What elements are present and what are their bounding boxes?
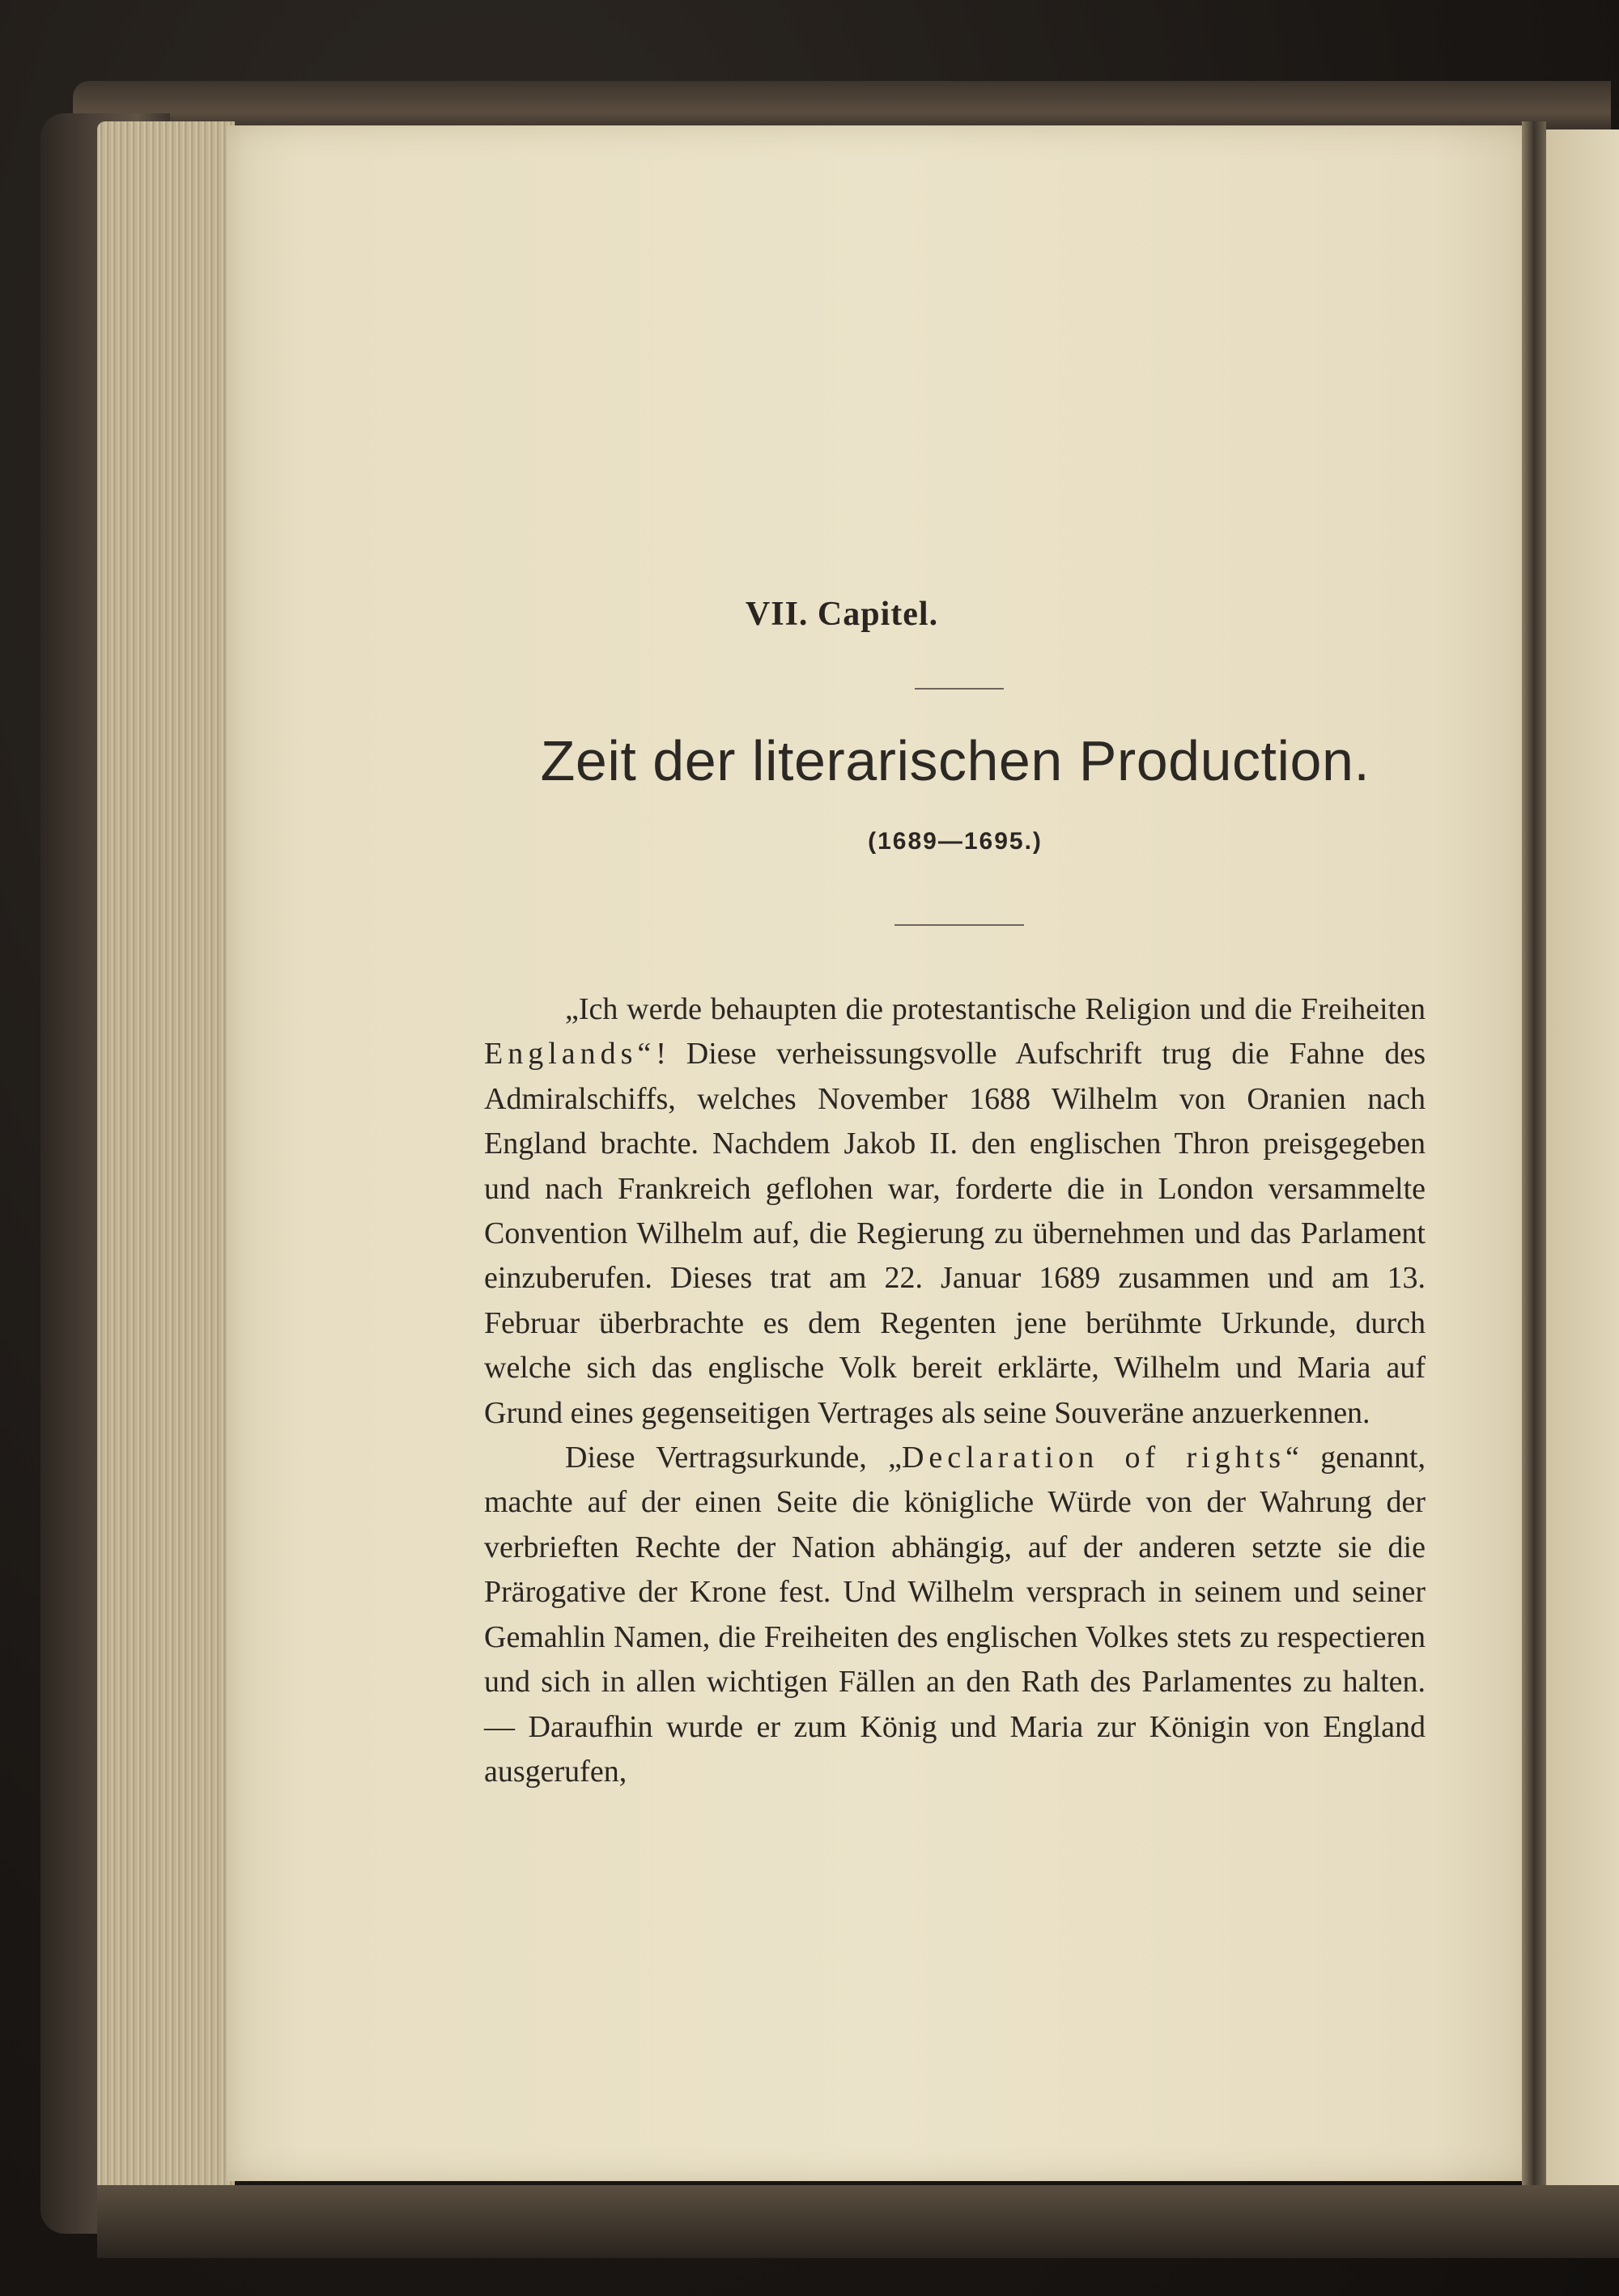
chapter-title: Zeit der literarischen Production. xyxy=(540,729,1370,792)
facing-page-edge xyxy=(1546,129,1619,2185)
divider-rule-long xyxy=(894,924,1024,926)
paragraph xyxy=(484,987,1426,1436)
bottom-binding xyxy=(97,2185,1619,2258)
chapter-years: (1689—1695.) xyxy=(868,828,1043,855)
emphasized-text: Englands“ xyxy=(484,1037,657,1072)
page-block-edges xyxy=(97,121,235,2193)
page-gutter xyxy=(1522,121,1546,2193)
divider-rule-short xyxy=(915,688,1004,690)
paragraph-text: ! Diese verheissungsvolle Aufschrift trug die Fahne des Admiralschiffs, welches November 1688 Wilhelm von Oranien nach England brachte. Nachdem Jakob II. den englischen Thron preisgegeben und nach Frankreich geflohen war, forderte die in London versammelte Convention Wilhelm auf, die Regierung zu übernehmen und das Parlament einzuberufen. Dieses trat am 22. Januar 1689 zusammen und am 13. Februar überbrachte es dem Regenten jene berühmte Urkunde, durch welche sich das englische Volk bereit erklärte, Wilhelm und Maria auf Grund eines gegenseitigen Vertrages als seine Souveräne anzuerkennen. xyxy=(484,1037,1426,1430)
paragraph xyxy=(484,1436,1426,1794)
paragraph-text: “ genannt, machte auf der einen Seite die königliche Würde von der Wahrung der verbrieften Rechte der Nation abhängig, auf der anderen setzte sie die Prärogative der Krone fest. Und Wilhelm versprach in seinem und seiner Gemahlin Namen, die Freiheiten des englischen Volkes stets zu respectieren und sich in allen wichtigen Fällen an den Rath des Parlamentes zu halten. — Daraufhin wurde er zum König und Maria zur Königin von England ausgerufen, xyxy=(484,1441,1426,1789)
paragraph-text: „Ich werde behaupten die protestantische Religion und die Freiheiten xyxy=(565,992,1426,1026)
chapter-heading: VII. Capitel. xyxy=(745,596,939,633)
body-text xyxy=(484,987,1426,1794)
emphasized-text: Declaration of rights xyxy=(901,1441,1286,1475)
paragraph-text: Diese Vertragsurkunde, „ xyxy=(565,1441,902,1475)
